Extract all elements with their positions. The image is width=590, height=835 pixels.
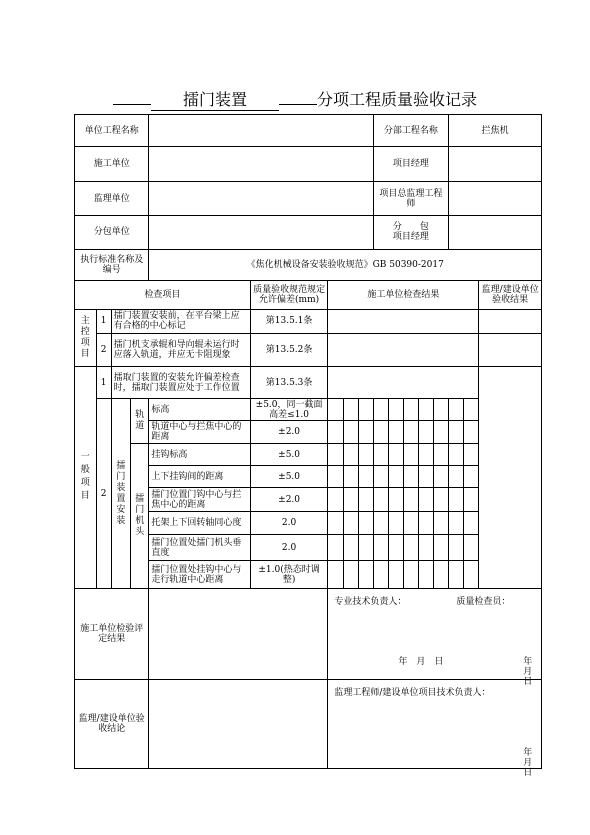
standard-value: 《焦化机械设备安装验收规范》GB 50390-2017 — [149, 249, 542, 280]
tech-lead-label: 专业技术负责人： — [334, 596, 407, 607]
measure-cell — [388, 420, 403, 443]
main-item-no: 2 — [96, 333, 111, 366]
measure-cell — [373, 561, 388, 588]
head-item: 擂门位置处擂门机头垂直度 — [149, 535, 250, 561]
measure-cell — [328, 511, 343, 534]
measure-cell — [449, 466, 464, 488]
measure-cell — [403, 420, 418, 443]
supervisor-conclusion-content — [149, 679, 328, 768]
measure-cell — [434, 561, 449, 588]
sub-pm-label-line2: 项目经理 — [392, 232, 429, 243]
measure-cell — [328, 561, 343, 588]
main-item-spec: 第13.5.2条 — [250, 333, 328, 366]
supervisor-conclusion-signature — [328, 679, 542, 778]
sub-pm-label-line1: 分 包 — [392, 222, 429, 233]
measure-cell — [358, 399, 373, 420]
measure-cell — [449, 488, 464, 511]
main-item-spec: 第13.5.1条 — [250, 310, 328, 333]
constructor-eval-label: 施工单位检验评定结果 — [75, 588, 149, 679]
acceptance-record-table — [74, 114, 542, 778]
measure-cell — [418, 466, 433, 488]
project-manager-label: 项目经理 — [373, 147, 449, 181]
main-item-text: 擂门装置安装前，在平台梁上应有合格的中心标记 — [111, 310, 250, 333]
measure-cell — [388, 443, 403, 465]
measure-cell — [343, 399, 358, 420]
date-left: 年 月 日 — [398, 656, 444, 667]
measure-cell — [464, 443, 479, 465]
measure-cell — [418, 511, 433, 534]
measure-cell — [343, 535, 358, 561]
constructor-label: 施工单位 — [75, 147, 149, 181]
unit-group-label: 擂门装置安装 — [111, 399, 130, 588]
sub-pm-value — [449, 216, 542, 249]
unit-project-label: 单位工程名称 — [75, 115, 149, 147]
track-item: 轨道中心与拦焦中心的距离 — [149, 420, 250, 443]
measure-cell — [328, 466, 343, 488]
measure-cell — [358, 561, 373, 588]
measure-cell — [403, 466, 418, 488]
measure-cell — [358, 535, 373, 561]
measure-cell — [434, 466, 449, 488]
sub-project-value: 拦焦机 — [449, 115, 542, 147]
general-item-spec: 第13.5.3条 — [250, 367, 328, 399]
measure-cell — [343, 466, 358, 488]
measure-cell — [418, 488, 433, 511]
measure-cell — [434, 511, 449, 534]
measure-cell — [449, 420, 464, 443]
head-spec: 2.0 — [250, 535, 328, 561]
measure-cell — [464, 488, 479, 511]
measure-cell — [434, 399, 449, 420]
head-item: 擂门位置门钩中心与拦焦中心的距离 — [149, 488, 250, 511]
head-item: 擂门位置处挂钩中心与走行轨道中心距离 — [149, 561, 250, 588]
general-item-text: 擂取门装置的安装允许偏差检查时，擂取门装置应处于工作位置 — [111, 367, 250, 399]
col-spec: 质量验收规范规定允许偏差(mm) — [250, 280, 328, 309]
measure-cell — [418, 443, 433, 465]
measure-cell — [449, 561, 464, 588]
measure-cell — [418, 420, 433, 443]
constructor-value — [149, 147, 373, 181]
measure-cell — [328, 535, 343, 561]
head-label: 擂门机头 — [131, 443, 149, 588]
head-item: 挂钩标高 — [149, 443, 250, 465]
measure-cell — [373, 443, 388, 465]
measure-cell — [373, 399, 388, 420]
measure-cell — [388, 511, 403, 534]
date-right: 年 月 日 — [523, 656, 542, 687]
title-underline-left — [113, 104, 151, 105]
measure-cell — [434, 488, 449, 511]
measure-cell — [328, 488, 343, 511]
date-right: 年 月 日 — [523, 747, 542, 778]
measure-cell — [388, 466, 403, 488]
measure-cell — [418, 399, 433, 420]
measure-cell — [418, 535, 433, 561]
subcontractor-label: 分包单位 — [75, 216, 149, 249]
measure-cell — [464, 420, 479, 443]
measure-cell — [449, 535, 464, 561]
measure-cell — [434, 535, 449, 561]
main-item-supervisor — [479, 333, 542, 366]
track-item: 标高 — [149, 399, 250, 420]
supervisor-conclusion-label: 监理/建设单位验收结论 — [75, 679, 149, 768]
general-item-no: 2 — [96, 399, 111, 588]
page-title — [0, 87, 590, 111]
measure-cell — [328, 443, 343, 465]
main-item-result — [328, 310, 479, 333]
measure-cell — [373, 466, 388, 488]
col-check-item: 检查项目 — [75, 280, 251, 309]
measure-cell — [464, 511, 479, 534]
general-item-no: 1 — [96, 367, 111, 399]
head-spec: 2.0 — [250, 511, 328, 534]
main-item-text: 擂门机支承辊和导向辊未运行时应落入轨道，并应无卡阻现象 — [111, 333, 250, 366]
measure-cell — [328, 399, 343, 420]
subcontractor-value — [149, 216, 373, 249]
measure-cell — [418, 561, 433, 588]
head-spec: ±2.0 — [250, 488, 328, 511]
track-spec: ±5.0，同一截面高差≤1.0 — [250, 399, 328, 420]
measure-cell — [403, 488, 418, 511]
measure-cell — [373, 488, 388, 511]
main-items-group-label: 主控项目 — [75, 310, 97, 367]
general-items-group-label: 一般项目 — [75, 367, 97, 589]
measure-cell — [358, 466, 373, 488]
main-item-no: 1 — [96, 310, 111, 333]
col-supervisor-record: 监理/建设单位验收结果 — [479, 280, 542, 309]
measure-cell — [358, 443, 373, 465]
measure-cell — [343, 511, 358, 534]
unit-project-value — [149, 115, 373, 147]
sub-project-label: 分部工程名称 — [373, 115, 449, 147]
measure-cell — [434, 420, 449, 443]
measure-cell — [358, 511, 373, 534]
qc-label: 质量检查员： — [456, 596, 511, 607]
project-manager-value — [449, 147, 542, 181]
general-items-supervisor — [479, 367, 542, 589]
measure-cell — [373, 511, 388, 534]
head-item: 上下挂钩间的距离 — [149, 466, 250, 488]
measure-cell — [358, 488, 373, 511]
measure-cell — [403, 399, 418, 420]
head-spec: ±5.0 — [250, 466, 328, 488]
measure-cell — [449, 399, 464, 420]
measure-cell — [358, 420, 373, 443]
supervisor-value — [149, 181, 373, 215]
main-item-result — [328, 333, 479, 366]
title-underline-right — [279, 104, 317, 105]
title-suffix: 分项工程质量验收记录 — [316, 90, 477, 109]
measure-cell — [343, 488, 358, 511]
measure-cell — [464, 466, 479, 488]
measure-cell — [373, 535, 388, 561]
supervisor-sig-label: 监理工程师/建设单位项目技术负责人： — [334, 687, 491, 698]
main-item-supervisor — [479, 310, 542, 333]
measure-cell — [464, 399, 479, 420]
supervisor-label: 监理单位 — [75, 181, 149, 215]
col-constructor-result: 施工单位检查结果 — [328, 280, 479, 309]
measure-cell — [343, 443, 358, 465]
head-spec: ±1.0(热态时调整) — [250, 561, 328, 588]
head-spec: ±5.0 — [250, 443, 328, 465]
standard-label: 执行标准名称及编号 — [75, 249, 149, 280]
measure-cell — [388, 488, 403, 511]
head-item: 托架上下回转轴同心度 — [149, 511, 250, 534]
sub-pm-label — [373, 216, 449, 249]
measure-cell — [403, 511, 418, 534]
measure-cell — [373, 420, 388, 443]
title-item-name: 擂门装置 — [151, 87, 279, 111]
measure-cell — [388, 535, 403, 561]
chief-supervisor-label: 项目总监理工程师 — [373, 181, 449, 215]
measure-cell — [434, 443, 449, 465]
general-item-result — [328, 367, 479, 399]
chief-supervisor-value — [449, 181, 542, 215]
measure-cell — [388, 561, 403, 588]
measure-cell — [464, 561, 479, 588]
measure-cell — [449, 443, 464, 465]
measure-cell — [343, 561, 358, 588]
measure-cell — [343, 420, 358, 443]
constructor-eval-content — [149, 588, 328, 679]
measure-cell — [328, 420, 343, 443]
measure-cell — [449, 511, 464, 534]
measure-cell — [464, 535, 479, 561]
measure-cell — [388, 399, 403, 420]
track-label: 轨道 — [131, 399, 149, 444]
constructor-eval-signature — [328, 588, 542, 687]
measure-cell — [403, 443, 418, 465]
measure-cell — [403, 535, 418, 561]
track-spec: ±2.0 — [250, 420, 328, 443]
measure-cell — [403, 561, 418, 588]
